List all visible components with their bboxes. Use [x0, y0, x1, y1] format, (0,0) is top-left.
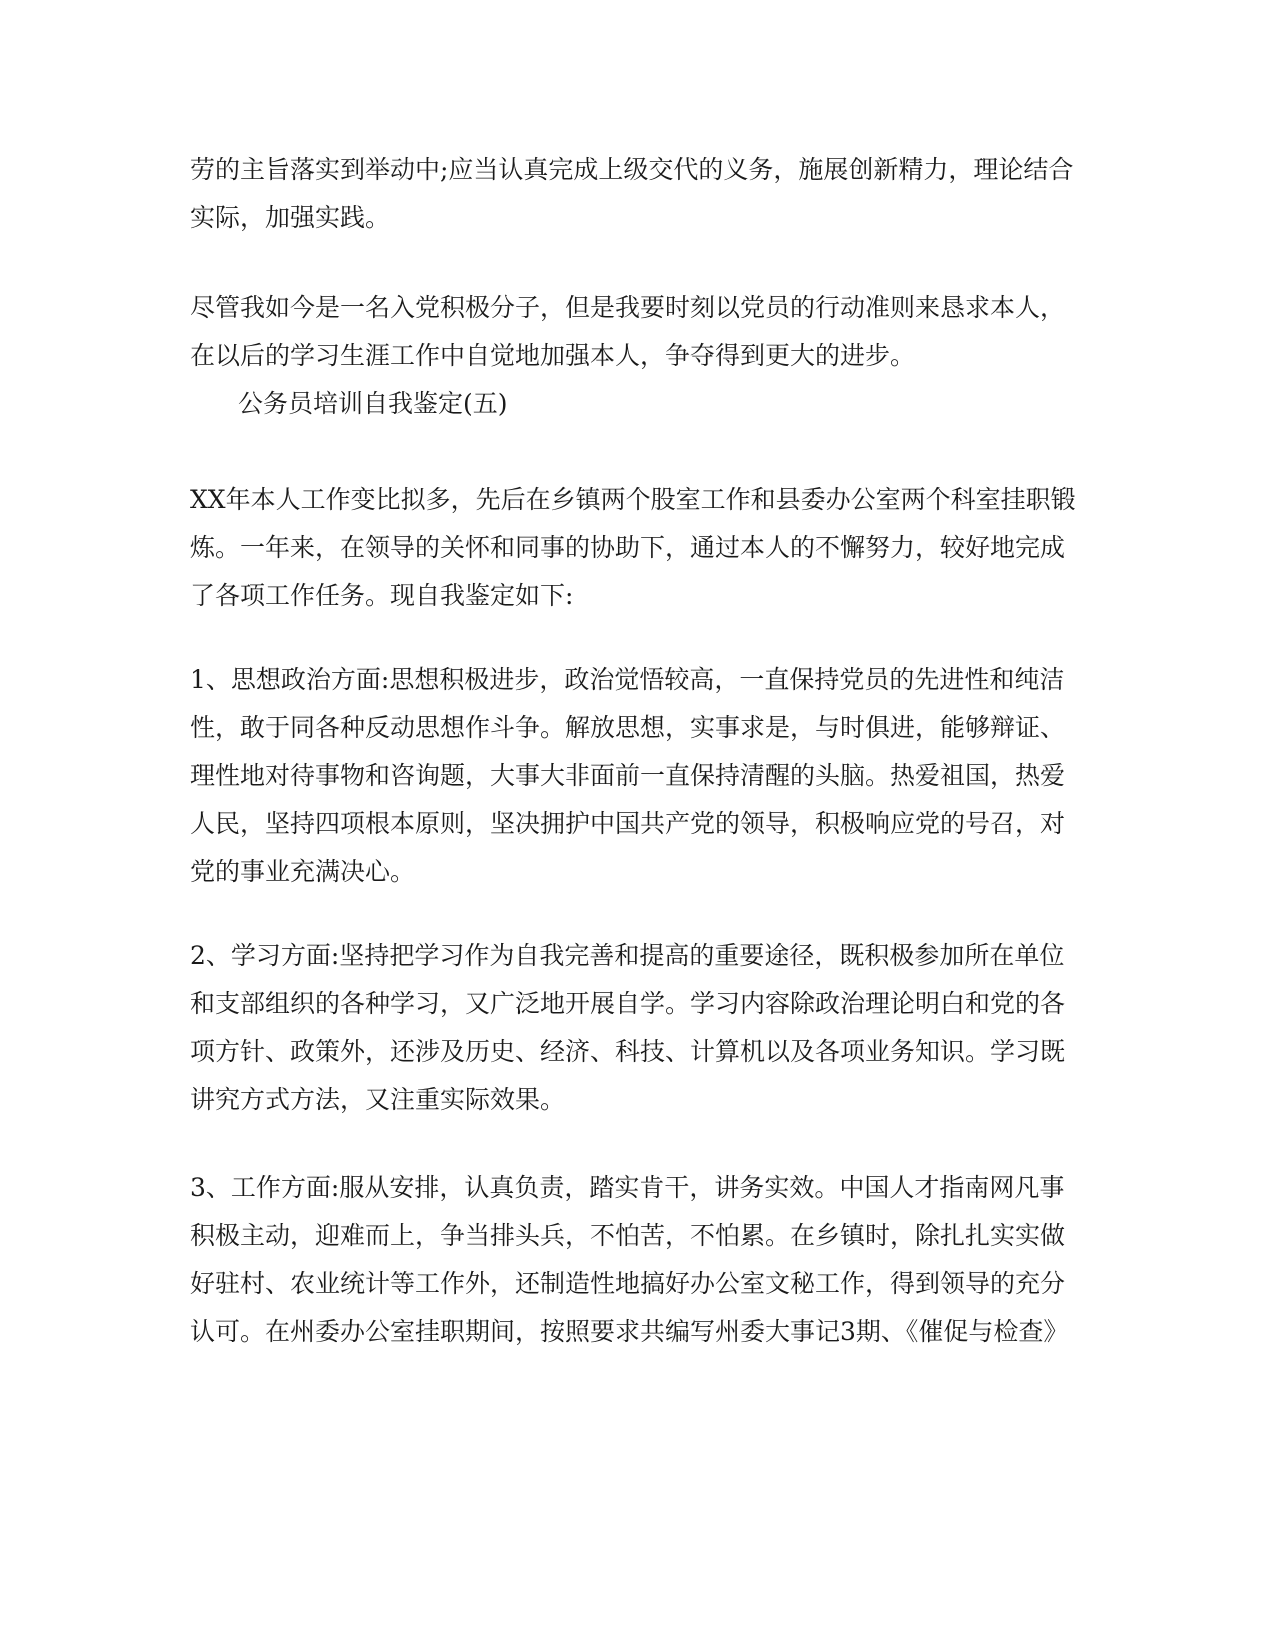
text-line: 实际，加强实践。 [190, 203, 391, 232]
text-line: 理性地对待事物和咨询题，大事大非面前一直保持清醒的头脑。热爱祖国，热爱 [190, 761, 1066, 790]
paragraph-ideology-politics [190, 656, 1080, 896]
paragraph-work [190, 1164, 1080, 1356]
text-line: 劳的主旨落实到举动中;应当认真完成上级交代的义务，施展创新精力，理论结合 [190, 155, 1074, 184]
text-line: 认可。在州委办公室挂职期间，按照要求共编写州委大事记3期、《催促与检查》 [190, 1317, 1069, 1346]
text-line: 积极主动，迎难而上，争当排头兵，不怕苦，不怕累。在乡镇时，除扎扎实实做 [190, 1221, 1066, 1250]
text-line: XX年本人工作变比拟多，先后在乡镇两个股室工作和县委办公室两个科室挂职锻 [190, 485, 1076, 514]
paragraph-study [190, 932, 1080, 1124]
text-line: 项方针、政策外，还涉及历史、经济、科技、计算机以及各项业务知识。学习既 [190, 1037, 1066, 1066]
text-line: 了各项工作任务。现自我鉴定如下: [190, 581, 574, 610]
text-line: 1、思想政治方面:思想积极进步，政治觉悟较高，一直保持党员的先进性和纯洁 [190, 665, 1065, 694]
paragraph-year-summary [190, 476, 1080, 620]
text-line: 尽管我如今是一名入党积极分子，但是我要时刻以党员的行动准则来恳求本人， [190, 293, 1066, 322]
text-line: 炼。一年来，在领导的关怀和同事的协助下，通过本人的不懈努力，较好地完成 [190, 533, 1066, 562]
text-line: 2、学习方面:坚持把学习作为自我完善和提高的重要途径，既积极参加所在单位 [190, 941, 1065, 970]
text-line: 和支部组织的各种学习，又广泛地开展自学。学习内容除政治理论明白和党的各 [190, 989, 1066, 1018]
text-line: 在以后的学习生涯工作中自觉地加强本人，争夺得到更大的进步。 [190, 341, 916, 370]
text-line: 讲究方式方法，又注重实际效果。 [190, 1085, 566, 1114]
text-line: 人民，坚持四项根本原则，坚决拥护中国共产党的领导，积极响应党的号召，对 [190, 809, 1066, 838]
section-heading: 公务员培训自我鉴定(五) [238, 389, 508, 418]
text-line: 性，敢于同各种反动思想作斗争。解放思想，实事求是，与时俱进，能够辩证、 [190, 713, 1066, 742]
paragraph-party-activist [190, 284, 1080, 380]
text-line: 3、工作方面:服从安排，认真负责，踏实肯干，讲务实效。中国人才指南网凡事 [190, 1173, 1065, 1202]
text-line: 好驻村、农业统计等工作外，还制造性地搞好办公室文秘工作，得到领导的充分 [190, 1269, 1066, 1298]
text-line: 党的事业充满决心。 [190, 857, 416, 886]
paragraph-intro-continuation [190, 146, 1080, 242]
